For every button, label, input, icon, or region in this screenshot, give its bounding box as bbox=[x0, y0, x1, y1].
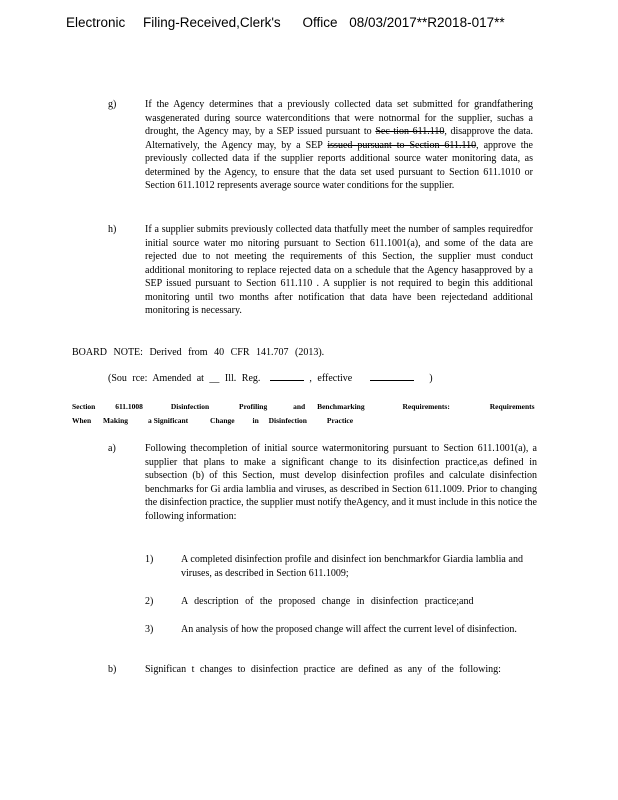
item-g-paragraph bbox=[145, 98, 533, 193]
heading-word: Section bbox=[72, 402, 96, 411]
heading-word: 611.1008 bbox=[115, 402, 143, 411]
heading-word: Disinfection bbox=[268, 416, 307, 425]
source-blank-1 bbox=[270, 380, 304, 381]
subitem-1-text: A completed disinfection profile and disinfect ion benchmarkfor Giardia lamblia and viruses, as described in Section 611.1009; bbox=[181, 554, 523, 579]
item-g-text-3: , approve the previously collected data if the supplier reports additional source water monitoring data, as determined by the Agency, to ensure that the data set used pursuant to Section 611.1010 or Section 611.1012 represents average source water conditions for the supplier. bbox=[145, 139, 533, 191]
item-g-text-2: , disapprove the data. Alternatively, the Agency may, by a SEP bbox=[145, 126, 533, 151]
heading-word: in bbox=[252, 416, 259, 425]
item-g-label: g) bbox=[108, 99, 117, 110]
header-filing-received: Filing-Received,Clerk's bbox=[143, 15, 281, 30]
subitem-2-text: A description of the proposed change in disinfection practice;and bbox=[181, 596, 474, 607]
heading-word: Benchmarking bbox=[317, 402, 365, 411]
source-blank-2 bbox=[370, 380, 414, 381]
heading-word: Change bbox=[210, 416, 235, 425]
header-office: Office bbox=[302, 15, 338, 30]
item-b-label: b) bbox=[108, 664, 117, 675]
source-mid: , effective bbox=[309, 373, 353, 384]
heading-word: Practice bbox=[326, 416, 354, 425]
source-prefix: (Sou rce: Amended at __ Ill. Reg. bbox=[108, 373, 261, 384]
item-g-text-1: If the Agency determines that a previously collected data set submitted for grandfathering wasgenerated during source waterconditions that were notnormal for the supplier, suchas a drought, the Agency may, by a SEP issued pursuant to bbox=[145, 99, 533, 137]
heading-word: Profiling bbox=[239, 402, 268, 411]
heading-word: and bbox=[293, 402, 306, 411]
heading-word: When bbox=[72, 416, 92, 425]
subitem-3-text: An analysis of how the proposed change will affect the current level of disinfection. bbox=[181, 624, 517, 635]
heading-word: Requirements: bbox=[402, 402, 450, 411]
subitem-2-label: 2) bbox=[145, 596, 154, 607]
heading-word: Requirements bbox=[489, 402, 535, 411]
heading-word: Disinfection bbox=[170, 402, 210, 411]
header-electronic: Electronic bbox=[66, 15, 126, 30]
item-b-text: Significan t changes to disinfection practice are defined as any of the following: bbox=[145, 664, 501, 675]
filing-header bbox=[66, 15, 505, 30]
heading-word: a Significant bbox=[147, 416, 189, 425]
item-g-deleted-text-2: issued pursuant to Section 611.110 bbox=[327, 139, 477, 151]
board-note: BOARD NOTE: Derived from 40 CFR 141.707 (2013). bbox=[72, 347, 325, 358]
item-h-paragraph: If a supplier submits previously collected data thatfully meet the number of samples requiredfor initial source water mo nitoring pursuant to Section 611.1001(a), and some of the data are rejected due to not meeting the requirements of this Section, the supplier must conduct additional monitoring to replace rejected data on a schedule that the Agency hasapproved by a SEP issued pursuant to Section 611.110 . A supplier is not required to begin this additional monitoring until two months after notification that data have been rejectedand additional monitoring is necessary. bbox=[145, 224, 533, 316]
heading-word: Making bbox=[103, 416, 129, 425]
subitem-3-label: 3) bbox=[145, 624, 154, 635]
item-a-label: a) bbox=[108, 443, 116, 454]
header-date-docket: 08/03/2017**R2018-017** bbox=[349, 15, 505, 30]
section-heading-line1 bbox=[72, 402, 535, 411]
item-h-label: h) bbox=[108, 224, 117, 235]
item-g-deleted-text-1: Sec tion 611.110 bbox=[375, 126, 445, 137]
item-a-paragraph: Following thecompletion of initial source watermonitoring pursuant to Section 611.1001(a), a supplier that plans to make a significant change to its disinfection practice,as defined in subsection (b) of this Section, must develop disinfection profiles and calculate disinfection benchmarks for Gi ardia lamblia and viruses, as described in Section 611.1009. Prior to changing the disinfection practice, the supplier must notify theAgency, and it must include in this notice the following information: bbox=[145, 443, 537, 522]
source-suffix: ) bbox=[429, 373, 433, 384]
source-line bbox=[108, 372, 433, 386]
subitem-1-label: 1) bbox=[145, 554, 154, 565]
section-heading-line2 bbox=[72, 416, 353, 425]
